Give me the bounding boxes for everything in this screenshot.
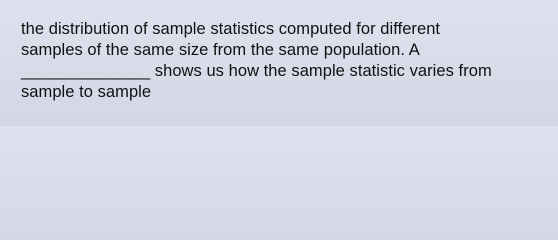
question-text: the distribution of sample statistics computed for different samples of the same size from the same population. A ______________ shows us how the sample statistic varies from sample to sample (21, 20, 492, 101)
